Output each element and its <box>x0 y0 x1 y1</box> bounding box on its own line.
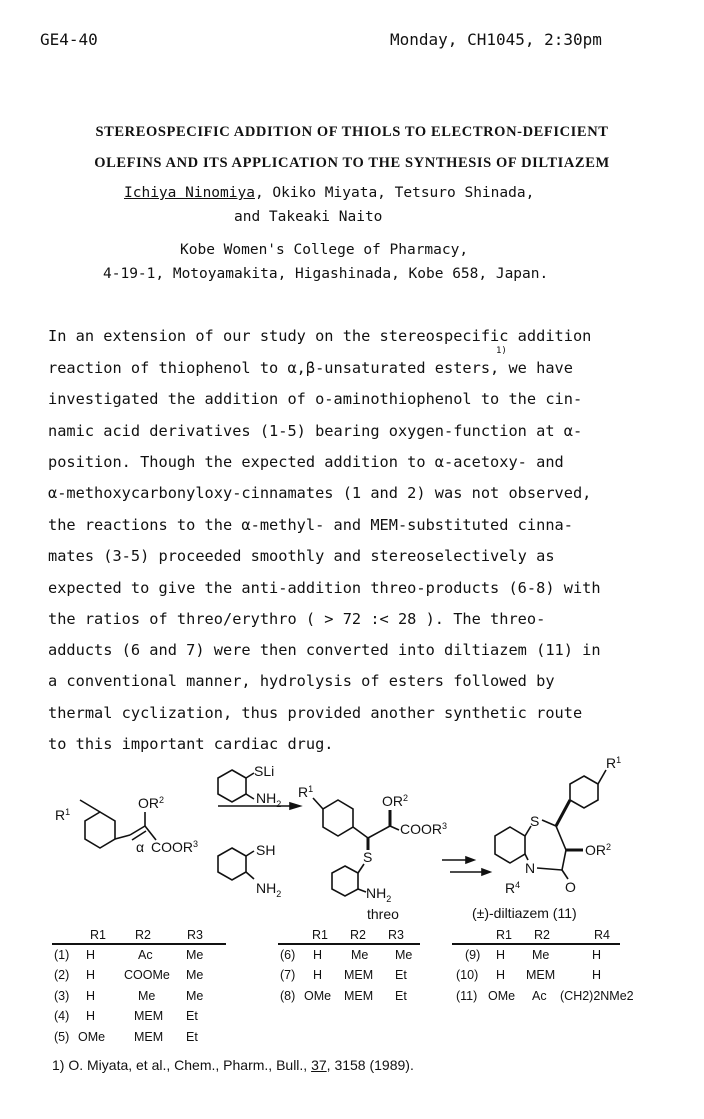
nh2-label: $NH_2$ <box>256 880 282 899</box>
threo-label: threo <box>367 906 399 922</box>
cell: Et <box>395 968 407 982</box>
or2-label: $OR^2$ <box>138 795 165 811</box>
body-line: the reactions to the α-methyl- and MEM-substituted cinna- <box>48 516 573 534</box>
s-label: S <box>363 849 373 865</box>
body-line: α-methoxycarbonyloxy-cinnamates (1 and 2) was not observed, <box>48 484 592 502</box>
cell: Me <box>186 989 204 1003</box>
benzene-ring <box>218 848 246 880</box>
bond <box>537 868 562 870</box>
bond <box>246 794 254 799</box>
cell: (7) <box>280 968 296 982</box>
header-cell: R1 <box>90 928 106 942</box>
cell: (CH2)2NMe2 <box>560 989 634 1003</box>
bond <box>562 850 566 870</box>
or2-label: $OR^2$ <box>382 793 409 809</box>
o-label: O <box>565 879 576 895</box>
alpha-label: α <box>136 839 145 855</box>
nh2-label: $NH_2$ <box>366 885 392 904</box>
sli-label: SLi <box>254 763 275 779</box>
cell: OMe <box>304 989 332 1003</box>
cell: OMe <box>78 1030 106 1044</box>
body-line: investigated the addition of o-aminothiophenol to the cin- <box>48 390 583 408</box>
header-cell: R3 <box>187 928 203 942</box>
cell: (3) <box>54 989 70 1003</box>
cell: MEM <box>134 1009 164 1023</box>
cell: Me <box>186 948 204 962</box>
header-cell: R4 <box>594 928 610 942</box>
title-line-2: OLEFINS AND ITS APPLICATION TO THE SYNTHESIS OF DILTIAZEM <box>94 155 610 171</box>
benzene-ring <box>332 866 358 896</box>
header-cell: R1 <box>312 928 328 942</box>
bond <box>358 889 366 892</box>
cell: MEM <box>134 1030 164 1044</box>
or2-label: $OR^2$ <box>585 842 612 858</box>
body-line: namic acid derivatives (1-5) bearing oxygen-function at α- <box>48 422 583 440</box>
cell: MEM <box>344 989 374 1003</box>
cell: H <box>86 989 96 1003</box>
cell: Me <box>138 989 156 1003</box>
bond <box>145 826 156 840</box>
footnote-text: , 3158 (1989). <box>326 1057 414 1073</box>
bond <box>598 770 606 784</box>
cell: (11) <box>456 989 478 1003</box>
header-cell: R2 <box>350 928 366 942</box>
coor3-label: COOR$^3$ <box>400 821 448 837</box>
cell: (8) <box>280 989 296 1003</box>
body-line: thermal cyclization, thus provided another synthetic route <box>48 704 583 722</box>
table-rule <box>52 943 226 945</box>
benzene-ring <box>495 827 525 863</box>
cell: (4) <box>54 1009 70 1023</box>
bond <box>390 826 399 830</box>
title-line-1: STEREOSPECIFIC ADDITION OF THIOLS TO ELECTRON-DEFICIENT <box>95 124 609 140</box>
cell: OMe <box>488 989 516 1003</box>
header-cell: R1 <box>496 928 512 942</box>
bond <box>246 851 254 856</box>
bond <box>368 826 390 838</box>
authors-line-2: and Takeaki Naito <box>234 209 383 225</box>
bond <box>313 798 323 809</box>
arrowhead <box>290 803 300 809</box>
footnote-volume: 37 <box>311 1057 327 1073</box>
cell: (10) <box>456 968 479 982</box>
cell: Me <box>186 968 204 982</box>
sh-label: SH <box>256 842 276 858</box>
footnote-text: 1) O. Miyata, et al., Chem., Pharm., Bull., <box>52 1057 312 1073</box>
cell: Ac <box>138 948 153 962</box>
bond <box>542 820 556 826</box>
cell: H <box>86 968 96 982</box>
cell: (6) <box>280 948 296 962</box>
benzene-ring <box>323 800 353 836</box>
cell: H <box>313 968 323 982</box>
nh2-label: $NH_2$ <box>256 790 282 809</box>
coor3-label: COOR$^3$ <box>151 839 199 855</box>
body-line: position. Though the expected addition to α-acetoxy- and <box>48 453 564 471</box>
bond <box>246 872 254 879</box>
cell: (1) <box>54 948 70 962</box>
body-line: mates (3-5) proceeded smoothly and stereoselectively as <box>48 547 555 565</box>
s-label: S <box>530 813 540 829</box>
r1-label: $R^1$ <box>298 784 314 800</box>
cell: (2) <box>54 968 70 982</box>
table-rule <box>452 943 620 945</box>
wedge-bond <box>556 800 570 826</box>
body-line: to this important cardiac drug. <box>48 735 334 753</box>
cell: (5) <box>54 1030 70 1044</box>
body-line: the ratios of threo/erythro ( > 72 :< 28 ). The threo- <box>48 610 546 628</box>
cell: H <box>496 948 506 962</box>
session-time: Monday, CH1045, 2:30pm <box>390 30 602 49</box>
header-cell: R2 <box>534 928 550 942</box>
r1-label: $R^1$ <box>606 755 622 771</box>
cell: (9) <box>465 948 481 962</box>
bond <box>556 826 566 850</box>
bond <box>353 827 368 838</box>
session-code: GE4-40 <box>40 30 98 49</box>
cell: Et <box>186 1030 198 1044</box>
presenting-author: Ichiya Ninomiya <box>124 185 255 201</box>
cell: H <box>86 1009 96 1023</box>
cell: Ac <box>532 989 547 1003</box>
body-line: a conventional manner, hydrolysis of esters followed by <box>48 672 555 690</box>
cell: Me <box>395 948 413 962</box>
cell: COOMe <box>124 968 170 982</box>
reference-mark: 1) <box>496 346 507 356</box>
cell: H <box>313 948 323 962</box>
footnote-reference <box>52 1057 414 1073</box>
bond <box>115 835 130 839</box>
r4-label: $R^4$ <box>505 880 521 896</box>
bond <box>80 800 100 812</box>
benzene-ring <box>570 776 598 808</box>
cell: Et <box>395 989 407 1003</box>
cell: Me <box>532 948 550 962</box>
table-rule <box>278 943 420 945</box>
co-authors: , Okiko Miyata, Tetsuro Shinada, <box>254 185 535 201</box>
body-line: In an extension of our study on the stereospecific addition <box>48 327 592 345</box>
diltiazem-label: (±)-diltiazem (11) <box>472 905 577 921</box>
arrowhead <box>466 857 474 863</box>
header-cell: R3 <box>388 928 404 942</box>
bond <box>358 864 364 873</box>
n-label: N <box>525 860 536 876</box>
cell: MEM <box>526 968 556 982</box>
cell: H <box>592 968 602 982</box>
arrowhead <box>482 869 490 875</box>
cell: Et <box>186 1009 198 1023</box>
cell: H <box>496 968 506 982</box>
cell: Me <box>351 948 369 962</box>
carbonyl-bond <box>562 870 568 879</box>
r1-label: $R^1$ <box>55 807 71 823</box>
cell: MEM <box>344 968 374 982</box>
body-line: reaction of thiophenol to α,β-unsaturated esters, we have <box>48 359 573 377</box>
cell: H <box>592 948 602 962</box>
benzene-ring <box>85 812 115 848</box>
header-cell: R2 <box>135 928 151 942</box>
body-line: expected to give the anti-addition threo-products (6-8) with <box>48 579 601 597</box>
affiliation-line-2: 4-19-1, Motoyamakita, Higashinada, Kobe 658, Japan. <box>103 266 549 282</box>
bond <box>246 773 254 778</box>
benzene-ring <box>218 770 246 802</box>
body-line: adducts (6 and 7) were then converted into diltiazem (11) in <box>48 641 601 659</box>
cell: H <box>86 948 96 962</box>
affiliation-line-1: Kobe Women's College of Pharmacy, <box>180 242 469 258</box>
